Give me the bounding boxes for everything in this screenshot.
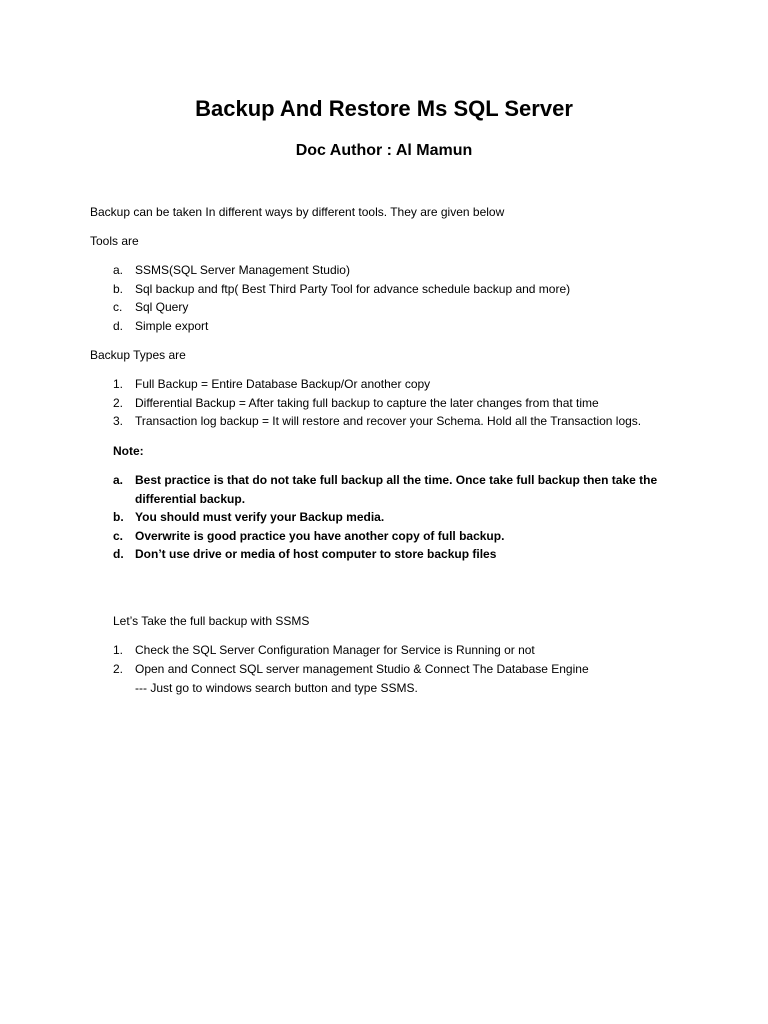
- list-item-text: Simple export: [135, 318, 209, 333]
- document-author: Doc Author : Al Mamun: [295, 142, 473, 159]
- list-item-text: Don’t use drive or media of host computer to store backup files: [135, 547, 497, 562]
- tools-list: [90, 261, 570, 335]
- list-item-text: Check the SQL Server Configuration Manager for Service is Running or not: [135, 643, 535, 657]
- list-item-text: Full Backup = Entire Database Backup/Or another copy: [135, 377, 431, 391]
- tools-heading: Tools are: [90, 234, 139, 248]
- list-item: [90, 508, 665, 527]
- list-item-text: Overwrite is good practice you have another copy of full backup.: [135, 528, 505, 543]
- list-item: [90, 317, 570, 336]
- list-marker: c.: [113, 300, 123, 315]
- list-item: [90, 471, 665, 508]
- list-item: [90, 298, 570, 317]
- list-item-text: Open and Connect SQL server management Studio & Connect The Database Engine: [135, 661, 589, 676]
- backup-types-heading: Backup Types are: [90, 348, 186, 362]
- list-item: [90, 527, 665, 546]
- list-item: [90, 280, 570, 299]
- list-item: [90, 412, 641, 431]
- step-note: --- Just go to windows search button and type SSMS.: [135, 681, 418, 695]
- document-title: Backup And Restore Ms SQL Server: [195, 96, 573, 121]
- list-item-text: Best practice is that do not take full backup all the time. Once take full backup then take the differential backup.: [135, 473, 658, 506]
- list-marker: b.: [113, 510, 124, 525]
- ssms-steps-list: [90, 641, 589, 678]
- list-marker: a.: [113, 263, 124, 277]
- list-item-text: SSMS(SQL Server Management Studio): [135, 263, 350, 277]
- intro-paragraph: Backup can be taken In different ways by different tools. They are given below: [90, 205, 505, 219]
- ssms-heading: Let’s Take the full backup with SSMS: [113, 614, 310, 628]
- list-item: [90, 375, 641, 394]
- list-item-text: Differential Backup = After taking full backup to capture the later changes from that time: [135, 395, 599, 410]
- list-item-text: Transaction log backup = It will restore and recover your Schema. Hold all the Transaction logs.: [135, 414, 642, 429]
- notes-list: [90, 471, 665, 564]
- list-marker: 1.: [113, 377, 124, 391]
- list-marker: 2.: [113, 395, 124, 410]
- note-heading: Note:: [113, 444, 144, 458]
- list-marker: b.: [113, 281, 124, 296]
- list-item: [90, 261, 570, 280]
- list-marker: a.: [113, 473, 124, 487]
- list-item: [90, 545, 665, 564]
- list-marker: d.: [113, 547, 124, 562]
- list-marker: 2.: [113, 661, 124, 676]
- list-item-text: You should must verify your Backup media.: [135, 510, 385, 525]
- list-item-text: Sql Query: [135, 300, 189, 315]
- list-marker: 3.: [113, 414, 124, 429]
- list-marker: 1.: [113, 643, 124, 657]
- list-marker: c.: [113, 528, 124, 543]
- backup-types-list: [90, 375, 641, 431]
- list-item: [90, 660, 589, 679]
- list-item: [90, 394, 641, 413]
- list-item: [90, 641, 589, 660]
- list-marker: d.: [113, 318, 124, 333]
- list-item-text: Sql backup and ftp( Best Third Party Tool for advance schedule backup and more): [135, 281, 571, 296]
